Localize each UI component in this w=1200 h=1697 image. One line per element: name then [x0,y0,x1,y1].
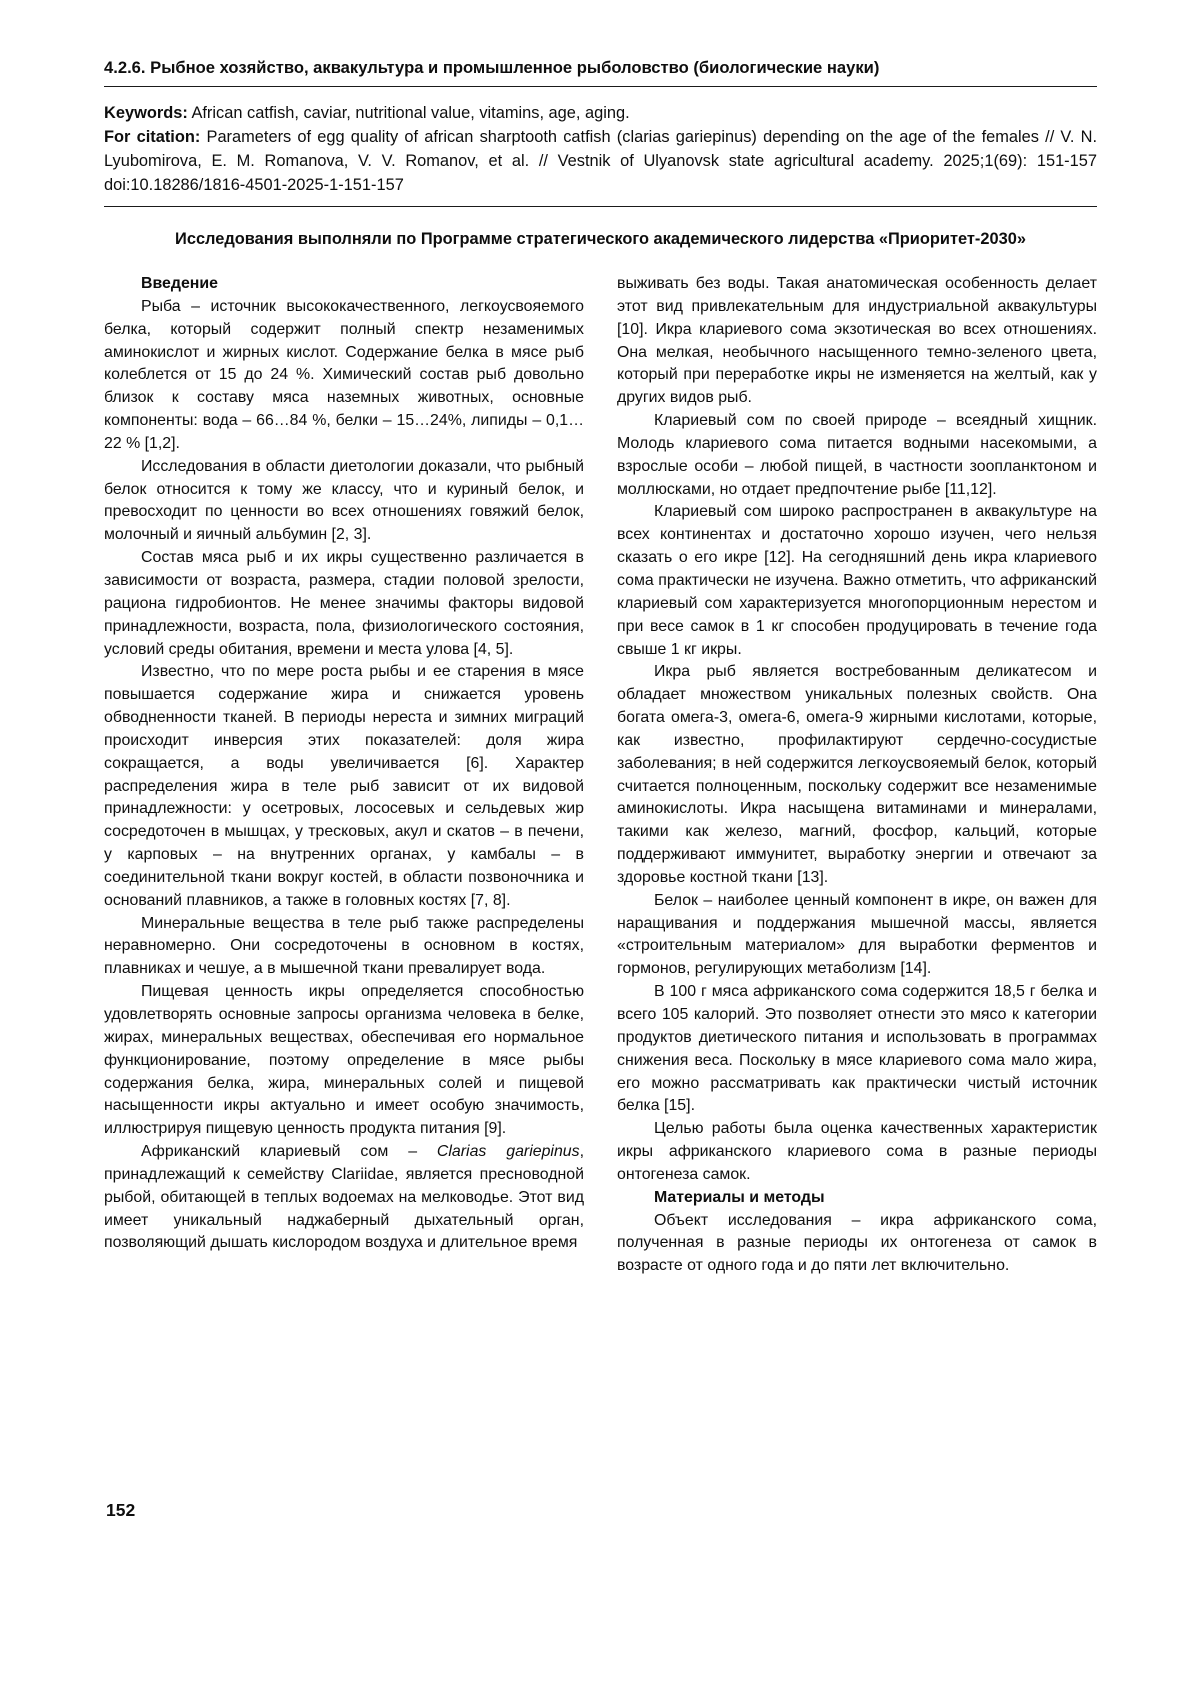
citation-label: For citation: [104,128,201,146]
text-run: В 100 г мяса африканского сома содержится 18,5 г белка и всего 105 калорий. Это позволяет отнести это мясо к категории продуктов диетического питания и использовать в программах снижения веса. Поскольку в мясе клариевого сома мало жира, его можно рассматривать как практически чистый источник белка [15]. [617,983,1097,1115]
paragraph [617,661,1097,889]
paragraph [104,913,584,982]
paragraph [617,1118,1097,1187]
section-heading [617,1187,1097,1210]
text-run: , принадлежащий к семейству Clariidae, является пресноводной рыбой, обитающей в теплых водоемах на мелководье. Этот вид имеет уникальный наджаберный дыхательный орган, позволяющий дышать кислородом воздуха и длительное время [104,1143,584,1252]
paragraph [617,273,1097,410]
divider-rule [104,206,1097,207]
paragraph [104,1141,584,1255]
paragraph [617,890,1097,981]
text-run: Икра рыб является востребованным деликатесом и обладает множеством уникальных полезных свойств. Она богата омега-3, омега-6, омега-9 жирными кислотами, которые, как известно, профилактируют сердечно-сосудистые заболевания; в ней содержится легкоусвояемый белок, который считается полноценным, поскольку содержит все незаменимые аминокислоты. Икра насыщена витаминами и минералами, такими как железо, магний, фосфор, кальций, которые поддерживают иммунитет, выработку энергии и отвечают за здоровье костной ткани [13]. [617,663,1097,886]
text-run: выживать без воды. Такая анатомическая особенность делает этот вид привлекательным для индустриальной аквакультуры [10]. Икра клариевого сома экзотическая во всех отношениях. Она мелкая, необычного насыщенного темно-зеленого цвета, который при переработке икры не изменяется на желтый, как у других видов рыб. [617,275,1097,407]
citation-text: Parameters of egg quality of african sharptooth catfish (clarias gariepinus) depending on the age of the females // V. N. Lyubomirova, E. M. Romanova, V. V. Romanov, et al. // Vestnik of Ulyanovsk state agricultural academy. 2025;1(69): 151-157 doi:10.18286/1816-4501-2025-1-151-157 [104,128,1097,194]
paragraph [104,661,584,912]
article-body [104,273,1097,1278]
text-run: Пищевая ценность икры определяется способностью удовлетворять основные запросы организма человека в белке, жирах, минеральных веществах, обеспечивая его нормальное функционирование, поэтому определение в мясе рыбы содержания белка, жира, минеральных солей и пищевой насыщенности икры актуально и имеет особую значимость, иллюстрируя пищевую ценность продукта питания [9]. [104,983,584,1138]
text-run: Минеральные вещества в теле рыб также распределены неравномерно. Они сосредоточены в основном в костях, плавниках и чешуе, а в мышечной ткани превалирует вода. [104,914,584,978]
text-run: Клариевый сом по своей природе – всеядный хищник. Молодь клариевого сома питается водными насекомыми, а взрослые особи – любой пищей, в частности зоопланктоном и моллюсками, но отдает предпочтение рыбе [11,12]. [617,412,1097,498]
header-rule [104,86,1097,87]
paragraph [104,981,584,1141]
paragraph [104,296,584,456]
text-run: Состав мяса рыб и их икры существенно различается в зависимости от возраста, размера, стадии половой зрелости, рациона гидробионтов. Не менее значимы факторы видовой принадлежности, возраста, пола, физиологического состояния, условий среды обитания, времени и места улова [4, 5]. [104,549,584,658]
left-column [104,273,584,1278]
paragraph [617,501,1097,661]
paragraph [617,1210,1097,1279]
running-head: 4.2.6. Рыбное хозяйство, аквакультура и промышленное рыболовство (биологические науки) [104,58,880,77]
paragraph [617,981,1097,1118]
citation-line [104,125,1097,197]
text-run: Clarias gariepinus [436,1143,580,1161]
article-meta [104,101,1097,197]
text-run: Белок – наиболее ценный компонент в икре, он важен для наращивания и поддержания мышечной массы, является «строительным материалом» для выработки ферментов и гормонов, регулирующих метаболизм [14]. [617,891,1097,978]
paragraph [104,456,584,547]
paragraph [104,547,584,661]
program-note: Исследования выполняли по Программе стратегического академического лидерства «Приоритет-2030» [175,230,1026,248]
text-run: Исследования в области диетологии доказали, что рыбный белок относится к тому же классу, что и куриный белок, и превосходит по ценности во всех отношениях говяжий белок, молочный и яичный альбумин [2, 3]. [104,457,584,544]
text-run: Введение [141,275,219,292]
text-run: Известно, что по мере роста рыбы и ее старения в мясе повышается содержание жира и снижается уровень обводненности тканей. В периоды нереста и зимних миграций происходит инверсия этих показателей: доля жира сокращается, а воды увеличивается [6]. Характер распределения жира в теле рыб зависит от их видовой принадлежности: у осетровых, лососевых и сельдевых жир сосредоточен в мышцах, у тресковых, акул и скатов – в печени, у карповых – на внутренних органах, у камбалы – в соединительной ткани вокруг костей, в области позвоночника и оснований плавников, а также в головных костях [7, 8]. [104,663,584,909]
section-heading [104,273,584,296]
text-run: Целью работы была оценка качественных характеристик икры африканского клариевого сома в разные периоды онтогенеза самок. [617,1120,1097,1183]
text-run: Объект исследования – икра африканского сома, полученная в разные периоды их онтогенеза от самок в возрасте от одного года и до пяти лет включительно. [617,1211,1097,1275]
page-number: 152 [106,1500,136,1520]
right-column [617,273,1097,1278]
paragraph [617,410,1097,501]
keywords-label: Keywords: [104,104,188,122]
text-run: Африканский клариевый сом – [141,1143,437,1161]
text-run: Материалы и методы [654,1188,825,1206]
keywords-line [104,101,1097,125]
text-run: Клариевый сом широко распространен в аквакультуре на всех континентах и достаточно хорошо изучен, чего нельзя сказать о его икре [12]. На сегодняшний день икра клариевого сома практически не изучена. Важно отметить, что африканский клариевый сом характеризуется многопорционным нерестом и при весе самок в 1 кг способен продуцировать в течение года свыше 1 кг икры. [617,503,1097,658]
text-run: Рыба – источник высококачественного, легкоусвояемого белка, который содержит полный спектр незаменимых аминокислот и жирных кислот. Содержание белка в мясе рыб колеблется от 15 до 24 %. Химический состав рыб довольно близок к составу мяса наземных животных, основные компоненты: вода – 66…84 %, белки – 15…24%, липиды – 0,1…22 % [1,2]. [104,297,584,452]
keywords-text: African catfish, caviar, nutritional value, vitamins, age, aging. [187,104,630,122]
